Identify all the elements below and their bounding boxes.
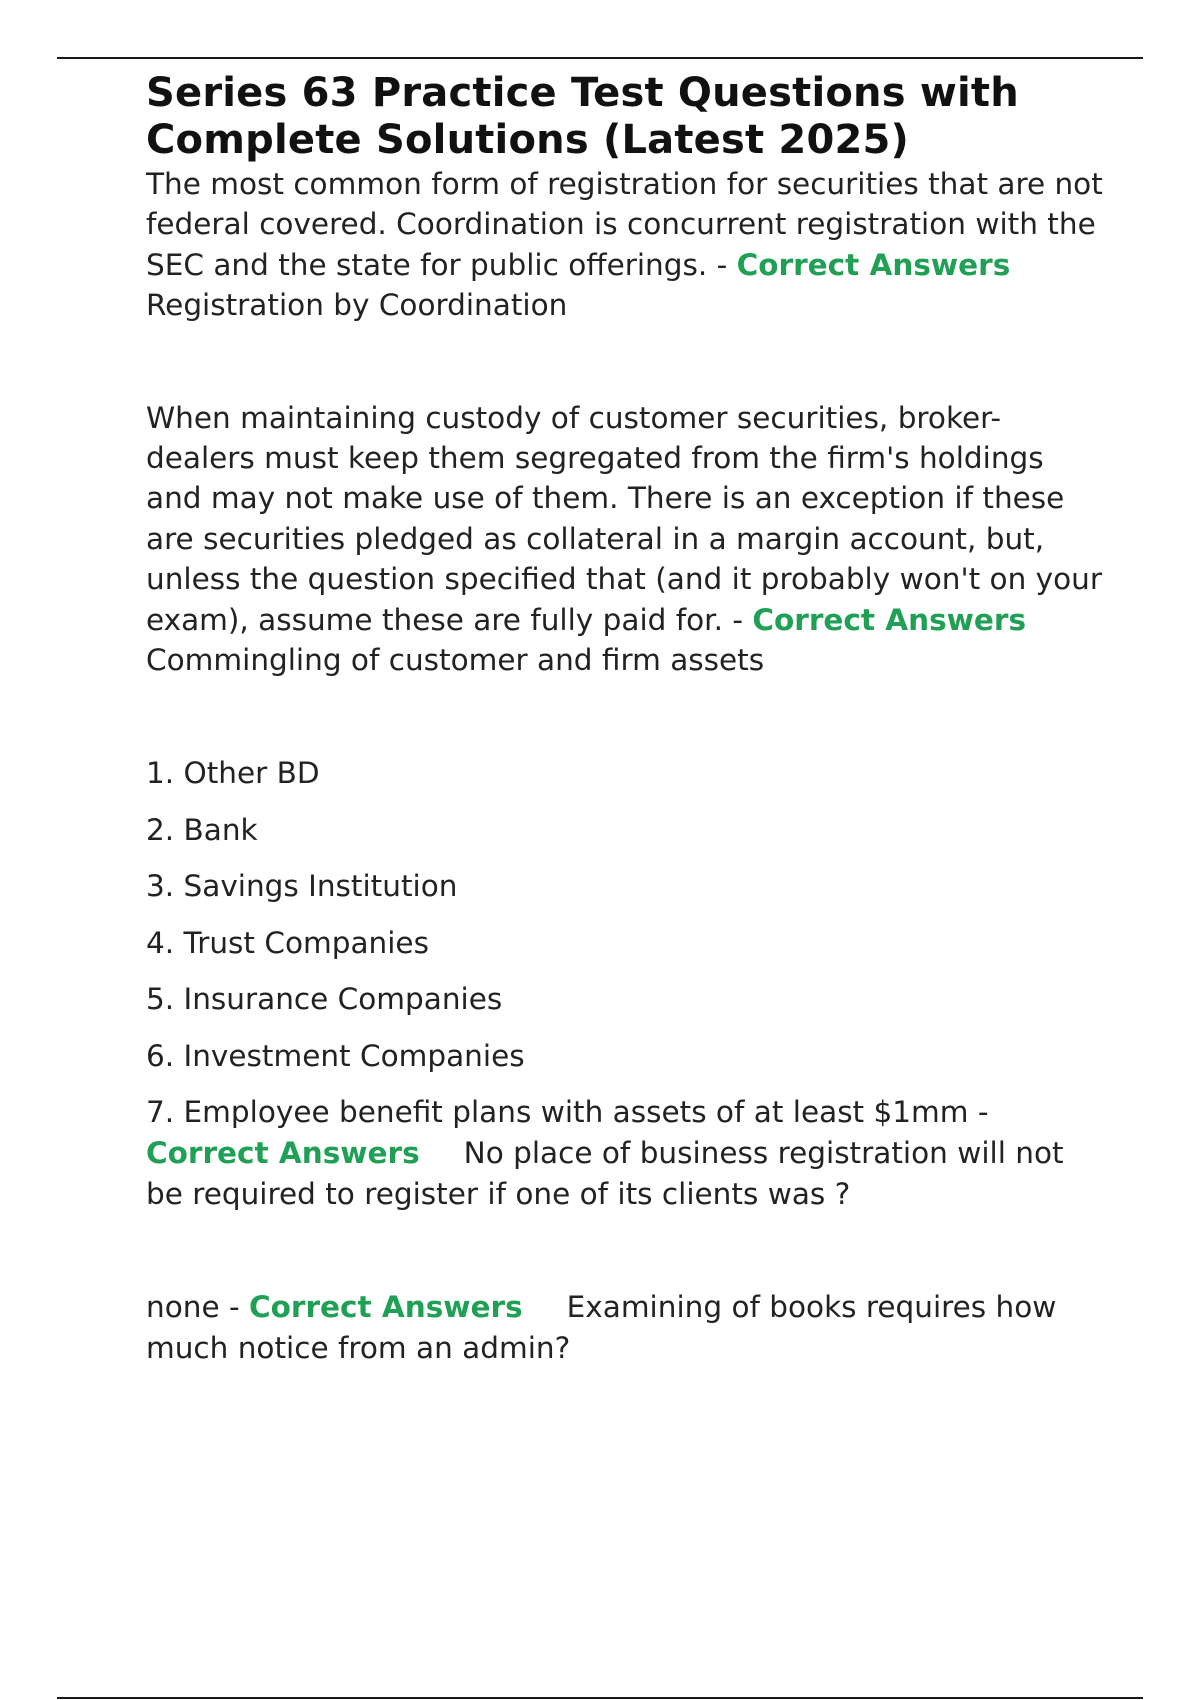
list-item-last <box>146 1092 1106 1215</box>
qa-block-1-answer-label: Correct Answers <box>736 247 1011 282</box>
entity-list <box>146 753 1106 1215</box>
list-item: 3. Savings Institution <box>146 869 458 904</box>
qa-block-1 <box>146 164 1106 326</box>
list-item: 1. Other BD <box>146 756 320 791</box>
list-item: 4. Trust Companies <box>146 925 429 960</box>
bottom-rule <box>57 1697 1143 1699</box>
list-item: 6. Investment Companies <box>146 1038 525 1073</box>
qa-block-1-answer: Registration by Coordination <box>146 288 568 323</box>
qa-block-2-answer-label: Correct Answers <box>752 602 1027 637</box>
qa-final-prompt: none - <box>146 1290 249 1325</box>
list-answer: No place of business registration will not be required to register if one of its clients was ? <box>146 1136 1064 1212</box>
qa-block-2-answer: Commingling of customer and firm assets <box>146 643 765 678</box>
qa-block-2-prompt: When maintaining custody of customer securities, broker-dealers must keep them segregated from the firm's holdings and may not make use of them. There is an exception if these are securities pledged as collateral in a margin account, but, unless the question specified that (and it probably won't on your exam), assume these are fully paid for. - <box>146 400 1102 637</box>
qa-final-answer: Examining of books requires how much notice from an admin? <box>146 1290 1057 1365</box>
document-title: Series 63 Practice Test Questions with Complete Solutions (Latest 2025) <box>146 70 1019 163</box>
qa-block-final <box>146 1287 1106 1368</box>
qa-final-answer-label: Correct Answers <box>249 1290 523 1325</box>
qa-block-1-prompt: The most common form of registration for securities that are not federal covered. Coordination is concurrent registration with the SEC and the state for public offerings. - <box>146 167 1103 282</box>
top-rule <box>57 57 1143 59</box>
list-answer-label: Correct Answers <box>146 1136 420 1171</box>
list-item: 2. Bank <box>146 812 258 847</box>
list-item: 5. Insurance Companies <box>146 982 503 1017</box>
list-last-prompt: 7. Employee benefit plans with assets of at least $1mm - <box>146 1095 989 1130</box>
qa-block-2 <box>146 398 1106 681</box>
document-body <box>146 70 1106 1368</box>
